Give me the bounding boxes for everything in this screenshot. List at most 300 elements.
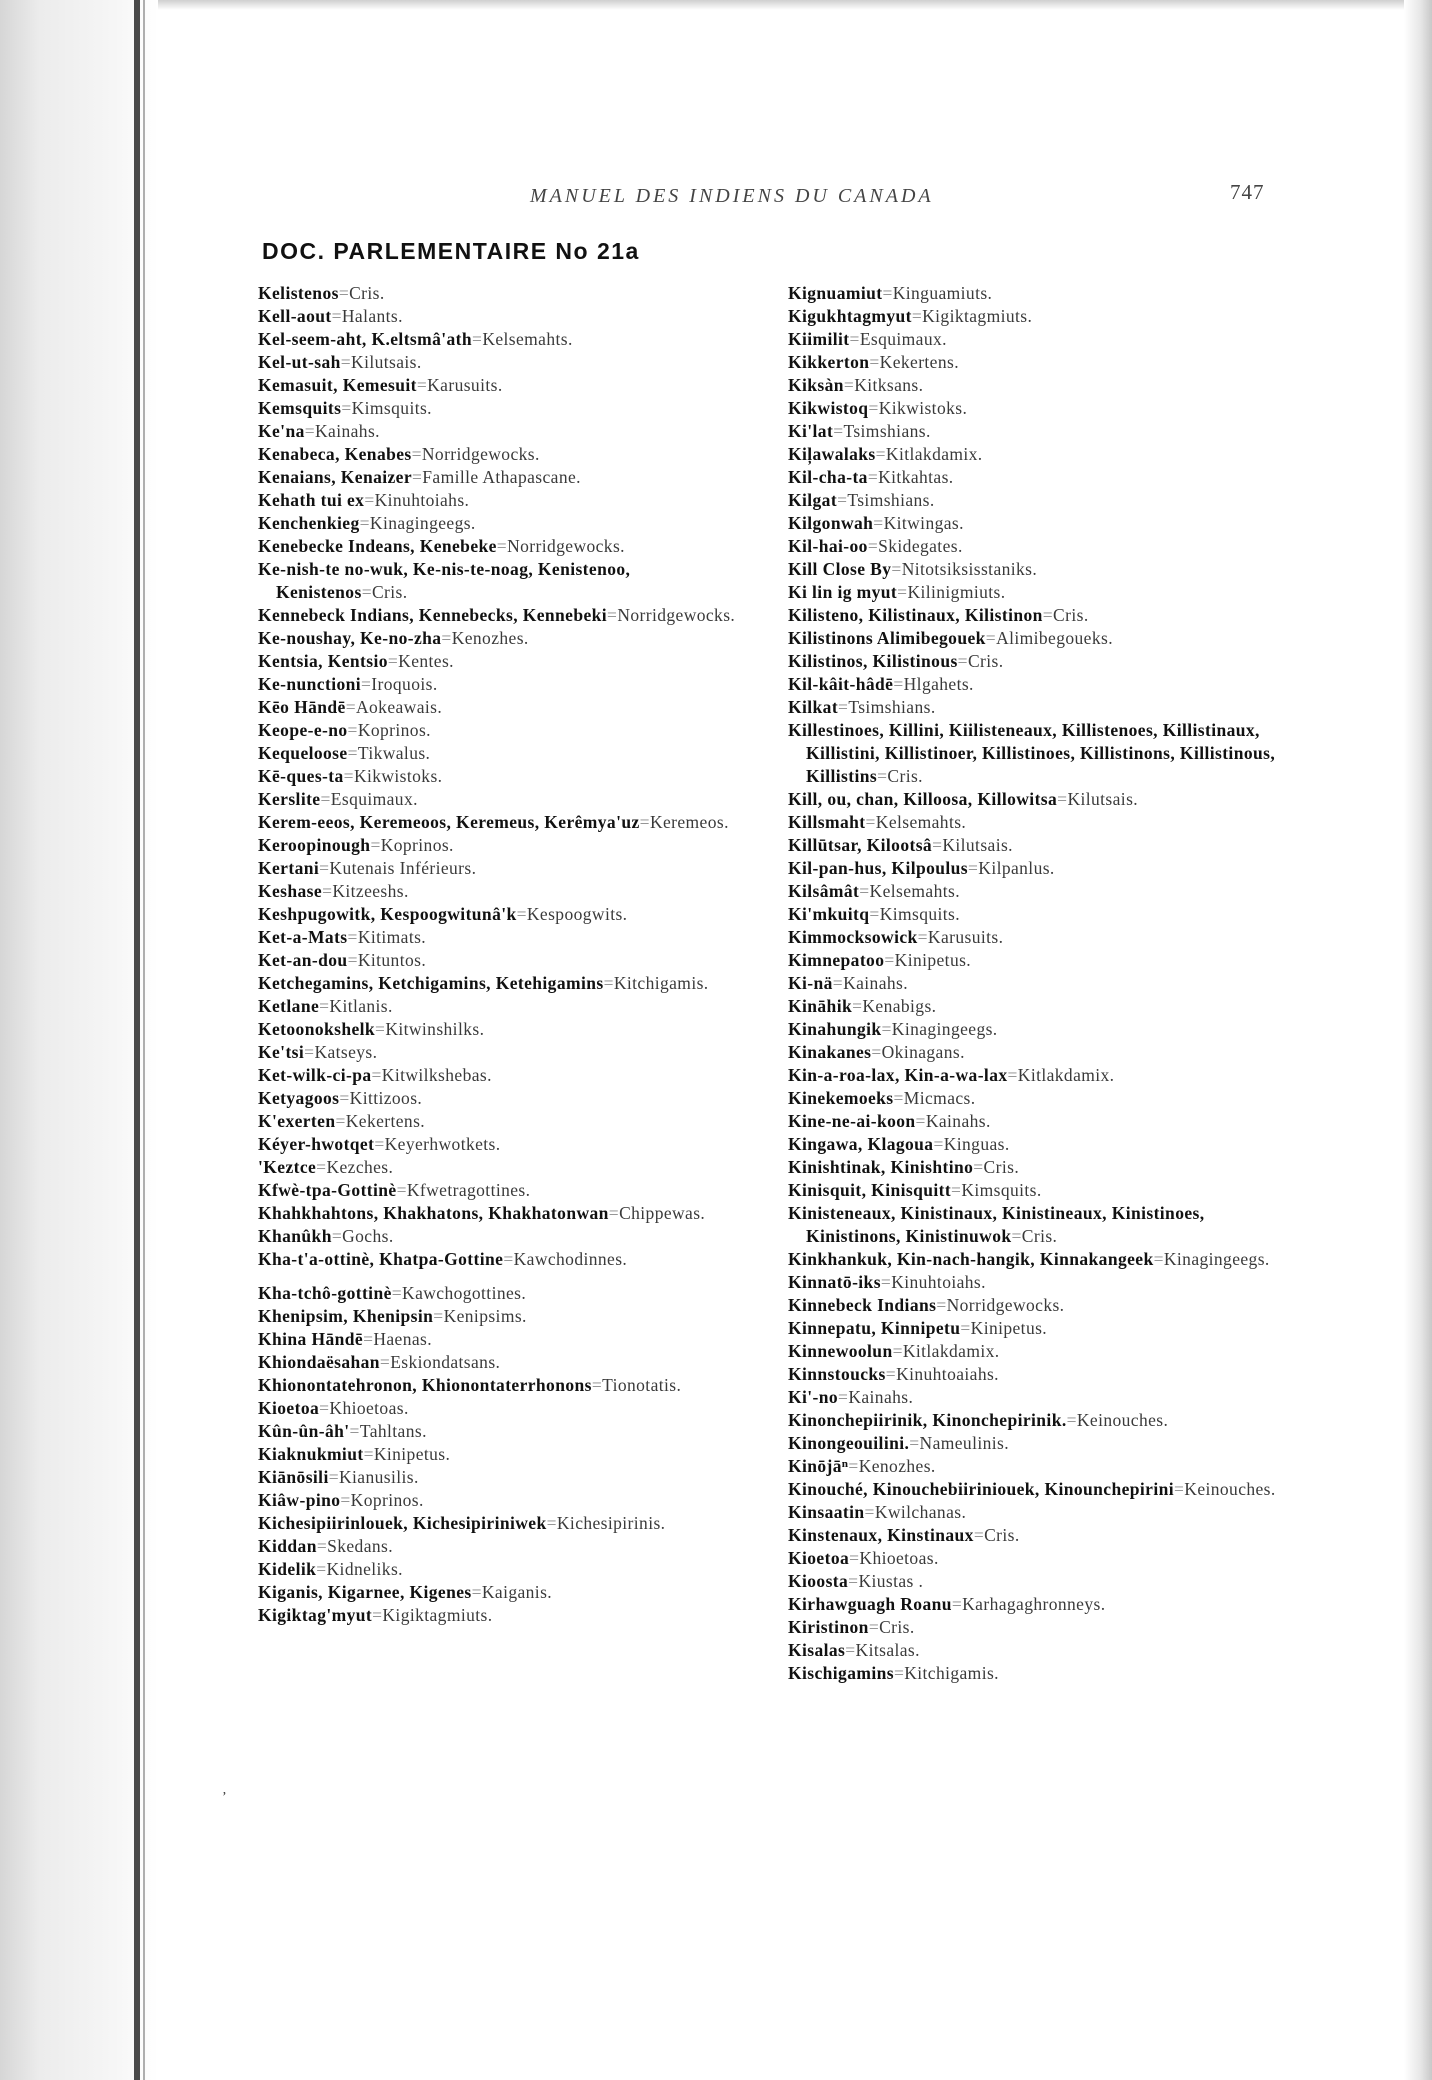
index-entry: Keroopinough=Koprinos. xyxy=(258,835,454,855)
index-entry: Kentsia, Kentsio=Kentes. xyxy=(258,651,454,671)
entry-headword: Kil-hai-oo xyxy=(788,536,868,556)
index-entry: Ket-a-Mats=Kitimats. xyxy=(258,927,427,947)
index-entry: Kelistenos=Cris. xyxy=(258,283,385,303)
binding-line xyxy=(134,0,140,2080)
entry-headword: Kinisquit, Kinisquitt xyxy=(788,1180,952,1200)
entry-headword: Kignuamiut xyxy=(788,283,883,303)
index-entry: Kill Close By=Nitotsiksisstaniks. xyxy=(788,559,1038,579)
entry-target: Kainahs. xyxy=(925,1111,991,1131)
entry-target: Norridgewocks. xyxy=(507,536,625,556)
entry-target: Kidneliks. xyxy=(326,1559,403,1579)
index-entry: Khahkhahtons, Khakhatons, Khakhatonwan=Chippewas. xyxy=(258,1203,706,1223)
entry-target: Keinouches. xyxy=(1184,1479,1276,1499)
entry-target: Kawchogottines. xyxy=(402,1283,527,1303)
page-number: 747 xyxy=(1230,180,1265,204)
entry-headword: Kell-aout xyxy=(258,306,332,326)
index-entry: Kéyer-hwotqet=Keyerhwotkets. xyxy=(258,1134,501,1154)
index-entry: Kigukhtagmyut=Kigiktagmiuts. xyxy=(788,306,1033,326)
index-entry: Kinisquit, Kinisquitt=Kimsquits. xyxy=(788,1180,1042,1200)
entry-target: Kelsemahts. xyxy=(869,881,960,901)
entry-headword: Kēo Hāndē xyxy=(258,697,346,717)
entry-headword: Keroopinough xyxy=(258,835,371,855)
entry-target: Kekertens. xyxy=(345,1111,426,1131)
index-entry: Kinsaatin=Kwilchanas. xyxy=(788,1502,967,1522)
entry-target: Kwilchanas. xyxy=(874,1502,967,1522)
index-entry: Kinouché, Kinouchebiiriniouek, Kinounchepirini=Keinouches. xyxy=(788,1479,1276,1499)
entry-headword: Kinnstoucks xyxy=(788,1364,886,1384)
index-entry: Kichesipiirinlouek, Kichesipiriniwek=Kichesipirinis. xyxy=(258,1513,666,1533)
index-entry: Kenaians, Kenaizer=Famille Athapascane. xyxy=(258,467,581,487)
entry-headword: Kilistinos, Kilistinous xyxy=(788,651,958,671)
index-entry: Kilkat=Tsimshians. xyxy=(788,697,936,717)
entry-headword: Khionontatehronon, Khionontaterrhonons xyxy=(258,1375,592,1395)
entry-target: Kaiganis. xyxy=(481,1582,553,1602)
entry-target: Aokeawais. xyxy=(355,697,443,717)
entry-target: Cris. xyxy=(371,582,408,602)
index-entry: Kiristinon=Cris. xyxy=(788,1617,915,1637)
entry-headword: Kenaians, Kenaizer xyxy=(258,467,412,487)
entry-target: Khioetoas. xyxy=(329,1398,409,1418)
entry-target: Kinguas. xyxy=(943,1134,1010,1154)
index-entry: Kinnebeck Indians=Norridgewocks. xyxy=(788,1295,1065,1315)
entry-target: Kitwingas. xyxy=(883,513,964,533)
entry-headword: Kinisteneaux, Kinistinaux, Kinistineaux, Kinistinoes, Kinistinons, Kinistinuwok xyxy=(788,1203,1205,1246)
entry-headword: Kinahungik xyxy=(788,1019,882,1039)
entry-target: Kitwilkshebas. xyxy=(381,1065,492,1085)
index-entry: Kē-ques-ta=Kikwistoks. xyxy=(258,766,443,786)
index-entry: Ketlane=Kitlanis. xyxy=(258,996,393,1016)
entry-target: Kilutsais. xyxy=(942,835,1013,855)
entry-target: Keyerhwotkets. xyxy=(384,1134,501,1154)
entry-headword: Kiānōsili xyxy=(258,1467,329,1487)
entry-headword: Kinnatō-iks xyxy=(788,1272,881,1292)
entry-target: Cris. xyxy=(984,1525,1020,1545)
index-entry: Kil-pan-hus, Kilpoulus=Kilpanlus. xyxy=(788,858,1055,878)
entry-headword: Khina Hāndē xyxy=(258,1329,364,1349)
entry-headword: Ke'tsi xyxy=(258,1042,305,1062)
entry-target: Kitzeeshs. xyxy=(332,881,409,901)
index-entry: Kinisteneaux, Kinistinaux, Kinistineaux, Kinistinoes, Kinistinons, Kinistinuwok=Cris. xyxy=(788,1203,1205,1246)
entry-target: Kainahs. xyxy=(843,973,908,993)
entry-headword: Kinakanes xyxy=(788,1042,872,1062)
entry-headword: Kiristinon xyxy=(788,1617,869,1637)
index-entry: Kimnepatoo=Kinipetus. xyxy=(788,950,972,970)
index-entry: Ki-nä=Kainahs. xyxy=(788,973,908,993)
entry-target: Cris. xyxy=(967,651,1004,671)
index-entry: Kināhik=Kenabigs. xyxy=(788,996,937,1016)
entry-headword: Ke-nish-te no-wuk, Ke-nis-te-noag, Kenistenoo, Kenistenos xyxy=(258,559,631,602)
entry-target: Esquimaux. xyxy=(330,789,418,809)
entry-headword: Kenebecke Indeans, Kenebeke xyxy=(258,536,497,556)
entry-headword: Kil-cha-ta xyxy=(788,467,868,487)
entry-headword: Ketyagoos xyxy=(258,1088,340,1108)
entry-target: Kigiktagmiuts. xyxy=(922,306,1033,326)
entry-target: Norridgewocks. xyxy=(946,1295,1065,1315)
index-entry: Kigiktag'myut=Kigiktagmiuts. xyxy=(258,1605,493,1625)
entry-headword: Kequeloose xyxy=(258,743,348,763)
entry-target: Kinagingeegs. xyxy=(1163,1249,1270,1269)
entry-headword: Kerslite xyxy=(258,789,321,809)
index-entry: Kimmocksowick=Karusuits. xyxy=(788,927,1004,947)
entry-target: Kinagingeegs. xyxy=(369,513,476,533)
document-reference: DOC. PARLEMENTAIRE No 21a xyxy=(262,238,640,264)
entry-headword: Kiimilit xyxy=(788,329,850,349)
entry-headword: 'Keztce xyxy=(258,1157,317,1177)
entry-target: Kitsalas. xyxy=(855,1640,920,1660)
entry-headword: Ki'lat xyxy=(788,421,834,441)
running-title: MANUEL DES INDIENS DU CANADA xyxy=(530,185,934,207)
entry-headword: Kel-seem-aht, K.eltsmâ'ath xyxy=(258,329,473,349)
index-entry: Kinnepatu, Kinnipetu=Kinipetus. xyxy=(788,1318,1048,1338)
entry-headword: Kha-tchô-gottinè xyxy=(258,1283,392,1303)
entry-headword: Kilkat xyxy=(788,697,839,717)
entry-target: Esquimaux. xyxy=(859,329,947,349)
index-entry: Ketchegamins, Ketchigamins, Ketehigamins=Kitchigamis. xyxy=(258,973,709,993)
index-entry: Kinakanes=Okinagans. xyxy=(788,1042,965,1062)
entry-target: Norridgewocks. xyxy=(617,605,736,625)
entry-target: Kitlanis. xyxy=(329,996,393,1016)
entry-target: Kfwetragottines. xyxy=(406,1180,531,1200)
entry-target: Kinuhtoiahs. xyxy=(374,490,470,510)
entry-target: Cris. xyxy=(887,766,923,786)
entry-headword: Kûn-ûn-âh' xyxy=(258,1421,350,1441)
index-entry: Kiâw-pino=Koprinos. xyxy=(258,1490,424,1510)
entry-target: Kilpanlus. xyxy=(978,858,1055,878)
entry-headword: Kischigamins xyxy=(788,1663,894,1683)
entry-target: Kimsquits. xyxy=(879,904,961,924)
entry-headword: Kirhawguagh Roanu xyxy=(788,1594,952,1614)
entry-headword: Kinsaatin xyxy=(788,1502,865,1522)
entry-headword: Kinouché, Kinouchebiiriniouek, Kinounchepirini xyxy=(788,1479,1174,1499)
entry-headword: Kinekemoeks xyxy=(788,1088,894,1108)
entry-target: Kutenais Inférieurs. xyxy=(329,858,477,878)
entry-headword: Kill Close By xyxy=(788,559,892,579)
entry-target: Tsimshians. xyxy=(847,490,935,510)
index-entry: K'exerten=Kekertens. xyxy=(258,1111,426,1131)
entry-headword: Keshase xyxy=(258,881,323,901)
entry-target: Kitimats. xyxy=(357,927,427,947)
index-entry: Kehath tui ex=Kinuhtoiahs. xyxy=(258,490,470,510)
index-entry: Ke'tsi=Katseys. xyxy=(258,1042,378,1062)
entry-target: Kawchodinnes. xyxy=(513,1249,628,1269)
entry-target: Kikwistoks. xyxy=(878,398,968,418)
entry-headword: Kemsquits xyxy=(258,398,342,418)
entry-target: Kinipetus. xyxy=(970,1318,1048,1338)
entry-headword: Kentsia, Kentsio xyxy=(258,651,388,671)
entry-target: Cris. xyxy=(879,1617,915,1637)
stray-mark: ʼ xyxy=(222,1790,227,1805)
index-entry: Killsmaht=Kelsemahts. xyxy=(788,812,967,832)
index-entry: Kikwistoq=Kikwistoks. xyxy=(788,398,968,418)
entry-target: Kinuhtoaiahs. xyxy=(896,1364,999,1384)
entry-headword: Khenipsim, Khenipsin xyxy=(258,1306,434,1326)
index-entry: Kiānōsili=Kianusilis. xyxy=(258,1467,419,1487)
entry-target: Kimsquits. xyxy=(351,398,432,418)
index-entry: Khina Hāndē=Haenas. xyxy=(258,1329,433,1349)
entry-headword: Kiganis, Kigarnee, Kigenes xyxy=(258,1582,472,1602)
right-column xyxy=(788,282,1294,1685)
index-entry: Kinōjāⁿ=Kenozhes. xyxy=(788,1456,936,1476)
index-entry: Ketoonokshelk=Kitwinshilks. xyxy=(258,1019,485,1039)
entry-target: Tsimshians. xyxy=(848,697,936,717)
index-entry: Kidelik=Kidneliks. xyxy=(258,1559,403,1579)
entry-target: Koprinos. xyxy=(357,720,431,740)
index-entry: Ke-nish-te no-wuk, Ke-nis-te-noag, Kenistenoo, Kenistenos=Cris. xyxy=(258,559,631,602)
entry-headword: Kinōjāⁿ xyxy=(788,1456,849,1476)
index-entry: Kiļawalaks=Kitlakdamix. xyxy=(788,444,983,464)
entry-target: Katseys. xyxy=(314,1042,378,1062)
entry-headword: Killūtsar, Kilootsâ xyxy=(788,835,933,855)
index-entry: Khanûkh=Gochs. xyxy=(258,1226,394,1246)
index-entry: Kil-hai-oo=Skidegates. xyxy=(788,536,963,556)
entry-target: Norridgewocks. xyxy=(421,444,540,464)
entry-target: Koprinos. xyxy=(350,1490,424,1510)
entry-target: Nitotsiksisstaniks. xyxy=(901,559,1038,579)
entry-target: Eskiondatsans. xyxy=(390,1352,501,1372)
index-entry: Ke-nunctioni=Iroquois. xyxy=(258,674,438,694)
entry-target: Koprinos. xyxy=(380,835,454,855)
index-entry: Khionontatehronon, Khionontaterrhonons=Tionotatis. xyxy=(258,1375,682,1395)
entry-target: Karusuits. xyxy=(927,927,1004,947)
entry-headword: Kilistinons Alimibegouek xyxy=(788,628,986,648)
index-entry: Kil-kâit-hâdē=Hlgahets. xyxy=(788,674,974,694)
index-entry: Kisalas=Kitsalas. xyxy=(788,1640,920,1660)
index-entry: Kikkerton=Kekertens. xyxy=(788,352,959,372)
entry-headword: Ki'mkuitq xyxy=(788,904,870,924)
entry-target: Karhagaghronneys. xyxy=(962,1594,1106,1614)
entry-target: Kitkahtas. xyxy=(878,467,954,487)
entry-headword: Kil-pan-hus, Kilpoulus xyxy=(788,858,968,878)
entry-headword: Kiddan xyxy=(258,1536,317,1556)
entry-headword: Killestinoes, Killini, Kiilisteneaux, Killistenoes, Killistinaux, Killistini, Killistinoer, Killistinoes, Killistinons, Killistinous, Killistins xyxy=(788,720,1276,786)
entry-headword: Khahkhahtons, Khakhatons, Khakhatonwan xyxy=(258,1203,609,1223)
entry-headword: Kenabeca, Kenabes xyxy=(258,444,412,464)
index-entry: Kin-a-roa-lax, Kin-a-wa-lax=Kitlakdamix. xyxy=(788,1065,1115,1085)
entry-headword: Kioetoa xyxy=(258,1398,320,1418)
entry-target: Okinagans. xyxy=(881,1042,965,1062)
index-entry: Kinnatō-iks=Kinuhtoiahs. xyxy=(788,1272,986,1292)
index-entry: Kenebecke Indeans, Kenebeke=Norridgewocks. xyxy=(258,536,625,556)
entry-target: Chippewas. xyxy=(619,1203,706,1223)
index-entry: Kemsquits=Kimsquits. xyxy=(258,398,432,418)
index-entry: Keope-e-no=Koprinos. xyxy=(258,720,431,740)
entry-target: Kilutsais. xyxy=(351,352,422,372)
entry-target: Kitchigamis. xyxy=(613,973,709,993)
entry-target: Alimibegoueks. xyxy=(996,628,1113,648)
index-entry: Kischigamins=Kitchigamis. xyxy=(788,1663,999,1683)
index-entry: Kignuamiut=Kinguamiuts. xyxy=(788,283,993,303)
entry-target: Kianusilis. xyxy=(339,1467,419,1487)
entry-target: Kenozhes. xyxy=(858,1456,936,1476)
entry-target: Skidegates. xyxy=(878,536,963,556)
index-entry: Kemasuit, Kemesuit=Karusuits. xyxy=(258,375,503,395)
index-entry: Kirhawguagh Roanu=Karhagaghronneys. xyxy=(788,1594,1106,1614)
entry-headword: Kisalas xyxy=(788,1640,846,1660)
entry-target: Gochs. xyxy=(342,1226,394,1246)
entry-target: Kichesipirinis. xyxy=(556,1513,666,1533)
index-entry: Kilgonwah=Kitwingas. xyxy=(788,513,964,533)
entry-headword: Kioosta xyxy=(788,1571,849,1591)
entry-target: Keremeos. xyxy=(649,812,729,832)
entry-headword: Kin-a-roa-lax, Kin-a-wa-lax xyxy=(788,1065,1008,1085)
entry-target: Kenozhes. xyxy=(451,628,529,648)
index-entry: Kilgat=Tsimshians. xyxy=(788,490,935,510)
page-top-edge xyxy=(0,0,1432,10)
entry-headword: K'exerten xyxy=(258,1111,336,1131)
entry-target: Kainahs. xyxy=(315,421,380,441)
entry-target: Kitlakdamix. xyxy=(885,444,983,464)
entry-target: Tionotatis. xyxy=(602,1375,682,1395)
entry-target: Kinipetus. xyxy=(894,950,972,970)
index-entry: Keshase=Kitzeeshs. xyxy=(258,881,409,901)
entry-headword: Kha-t'a-ottinè, Khatpa-Gottine xyxy=(258,1249,504,1269)
entry-headword: Kéyer-hwotqet xyxy=(258,1134,375,1154)
page-right-edge xyxy=(1404,0,1432,2080)
index-entry: Kiimilit=Esquimaux. xyxy=(788,329,947,349)
entry-target: Kentes. xyxy=(398,651,454,671)
index-entry: Kiksàn=Kitksans. xyxy=(788,375,924,395)
index-entry: Kilistinons Alimibegouek=Alimibegoueks. xyxy=(788,628,1113,648)
entry-target: Kinipetus. xyxy=(373,1444,451,1464)
index-entry: Kinstenaux, Kinstinaux=Cris. xyxy=(788,1525,1020,1545)
entry-target: Iroquois. xyxy=(371,674,438,694)
entry-headword: Kimnepatoo xyxy=(788,950,885,970)
entry-target: Hlgahets. xyxy=(903,674,974,694)
left-column xyxy=(258,282,758,1627)
entry-headword: Kinnepatu, Kinnipetu xyxy=(788,1318,961,1338)
index-entry: Kioetoa=Khioetoas. xyxy=(788,1548,939,1568)
entry-headword: Kinstenaux, Kinstinaux xyxy=(788,1525,974,1545)
index-entry: Kinekemoeks=Micmacs. xyxy=(788,1088,976,1108)
entry-target: Kimsquits. xyxy=(961,1180,1042,1200)
entry-target: Kitchigamis. xyxy=(904,1663,999,1683)
entry-headword: Kennebeck Indians, Kennebecks, Kennebeki xyxy=(258,605,608,625)
index-entry: Kûn-ûn-âh'=Tahltans. xyxy=(258,1421,427,1441)
entry-target: Kikwistoks. xyxy=(353,766,443,786)
entry-headword: Kināhik xyxy=(788,996,853,1016)
entry-target: Kelsemahts. xyxy=(482,329,573,349)
entry-target: Tsimshians. xyxy=(843,421,931,441)
entry-target: Kigiktagmiuts. xyxy=(382,1605,493,1625)
entry-target: Kitksans. xyxy=(854,375,924,395)
index-entry: Kingawa, Klagoua=Kinguas. xyxy=(788,1134,1010,1154)
entry-headword: Ke-noushay, Ke-no-zha xyxy=(258,628,442,648)
entry-headword: Kilsâmât xyxy=(788,881,860,901)
entry-headword: Kinishtinak, Kinishtino xyxy=(788,1157,974,1177)
entry-target: Micmacs. xyxy=(903,1088,976,1108)
index-entry: Kha-t'a-ottinè, Khatpa-Gottine=Kawchodinnes. xyxy=(258,1249,628,1269)
entry-target: Karusuits. xyxy=(427,375,503,395)
index-entry: Kinishtinak, Kinishtino=Cris. xyxy=(788,1157,1020,1177)
entry-target: Kittizoos. xyxy=(349,1088,423,1108)
entry-headword: Ki lin ig myut xyxy=(788,582,898,602)
entry-target: Kitwinshilks. xyxy=(385,1019,485,1039)
entry-headword: Kioetoa xyxy=(788,1548,850,1568)
entry-headword: Ket-wilk-ci-pa xyxy=(258,1065,372,1085)
entry-headword: Ket-a-Mats xyxy=(258,927,348,947)
index-entry: Kequeloose=Tikwalus. xyxy=(258,743,431,763)
entry-target: Kitlakdamix. xyxy=(902,1341,1000,1361)
entry-headword: Khanûkh xyxy=(258,1226,332,1246)
index-entry: Kiaknukmiut=Kinipetus. xyxy=(258,1444,451,1464)
entry-headword: Keope-e-no xyxy=(258,720,348,740)
index-entry: Ki lin ig myut=Kilinigmiuts. xyxy=(788,582,1006,602)
index-entry: Kerem-eeos, Keremeoos, Keremeus, Kerêmya'uz=Keremeos. xyxy=(258,812,729,832)
index-entry: Kertani=Kutenais Inférieurs. xyxy=(258,858,477,878)
entry-headword: Kigiktag'myut xyxy=(258,1605,373,1625)
index-entry: Ke'na=Kainahs. xyxy=(258,421,380,441)
entry-headword: Kidelik xyxy=(258,1559,317,1579)
entry-target: Cris. xyxy=(1021,1226,1058,1246)
entry-target: Kelsemahts. xyxy=(875,812,967,832)
index-entry: Kiddan=Skedans. xyxy=(258,1536,394,1556)
entry-target: Khioetoas. xyxy=(859,1548,939,1568)
index-entry: Kennebeck Indians, Kennebecks, Kennebeki=Norridgewocks. xyxy=(258,605,736,625)
binding-line-secondary xyxy=(143,0,145,2080)
entry-headword: Kingawa, Klagoua xyxy=(788,1134,934,1154)
entry-headword: Kelistenos xyxy=(258,283,339,303)
entry-headword: Kilisteno, Kilistinaux, Kilistinon xyxy=(788,605,1043,625)
entry-headword: Kertani xyxy=(258,858,320,878)
entry-target: Kenipsims. xyxy=(443,1306,527,1326)
index-entry: Kilsâmât=Kelsemahts. xyxy=(788,881,960,901)
entry-target: Kekertens. xyxy=(879,352,959,372)
entry-headword: Kehath tui ex xyxy=(258,490,365,510)
entry-target: Kituntos. xyxy=(357,950,427,970)
index-entry: Khenipsim, Khenipsin=Kenipsims. xyxy=(258,1306,527,1326)
index-entry: Kioetoa=Khioetoas. xyxy=(258,1398,409,1418)
entry-target: Kiustas . xyxy=(858,1571,924,1591)
entry-headword: Kil-kâit-hâdē xyxy=(788,674,894,694)
index-entry: Kel-seem-aht, K.eltsmâ'ath=Kelsemahts. xyxy=(258,329,573,349)
index-entry: Ki'lat=Tsimshians. xyxy=(788,421,931,441)
index-entry: Kinonchepiirinik, Kinonchepirinik.=Keinouches. xyxy=(788,1410,1169,1430)
entry-target: Famille Athapascane. xyxy=(422,467,581,487)
index-entry: Kēo Hāndē=Aokeawais. xyxy=(258,697,443,717)
entry-headword: Kikkerton xyxy=(788,352,870,372)
entry-target: Cris. xyxy=(983,1157,1020,1177)
entry-target: Skedans. xyxy=(327,1536,394,1556)
index-entry: Kinahungik=Kinagingeegs. xyxy=(788,1019,998,1039)
entry-headword: Kinongeouilini. xyxy=(788,1433,910,1453)
entry-headword: Kinkhankuk, Kin-nach-hangik, Kinnakangeek xyxy=(788,1249,1154,1269)
entry-headword: Kiļawalaks xyxy=(788,444,876,464)
entry-headword: Ketoonokshelk xyxy=(258,1019,376,1039)
index-entry: Kinongeouilini.=Nameulinis. xyxy=(788,1433,1009,1453)
entry-headword: Kiksàn xyxy=(788,375,844,395)
index-entry: Kha-tchô-gottinè=Kawchogottines. xyxy=(258,1283,527,1303)
entry-headword: Keshpugowitk, Kespoogwitunâ'k xyxy=(258,904,517,924)
index-entry: Kfwè-tpa-Gottinè=Kfwetragottines. xyxy=(258,1180,531,1200)
entry-headword: Kimmocksowick xyxy=(788,927,918,947)
entry-headword: Kel-ut-sah xyxy=(258,352,341,372)
entry-target: Tahltans. xyxy=(359,1421,427,1441)
entry-headword: Ketchegamins, Ketchigamins, Ketehigamins xyxy=(258,973,604,993)
index-entry: 'Keztce=Kezches. xyxy=(258,1157,394,1177)
index-entry: Kine-ne-ai-koon=Kainahs. xyxy=(788,1111,991,1131)
index-entry: Kilisteno, Kilistinaux, Kilistinon=Cris. xyxy=(788,605,1089,625)
entry-headword: Ket-an-dou xyxy=(258,950,348,970)
entry-headword: Killsmaht xyxy=(788,812,866,832)
entry-headword: Kenchenkieg xyxy=(258,513,360,533)
entry-target: Kenabigs. xyxy=(862,996,937,1016)
entry-headword: Kē-ques-ta xyxy=(258,766,344,786)
entry-headword: Kiaknukmiut xyxy=(258,1444,364,1464)
index-entry: Killūtsar, Kilootsâ=Kilutsais. xyxy=(788,835,1013,855)
entry-headword: Ke'na xyxy=(258,421,305,441)
entry-headword: Kfwè-tpa-Gottinè xyxy=(258,1180,397,1200)
entry-target: Kezches. xyxy=(326,1157,394,1177)
